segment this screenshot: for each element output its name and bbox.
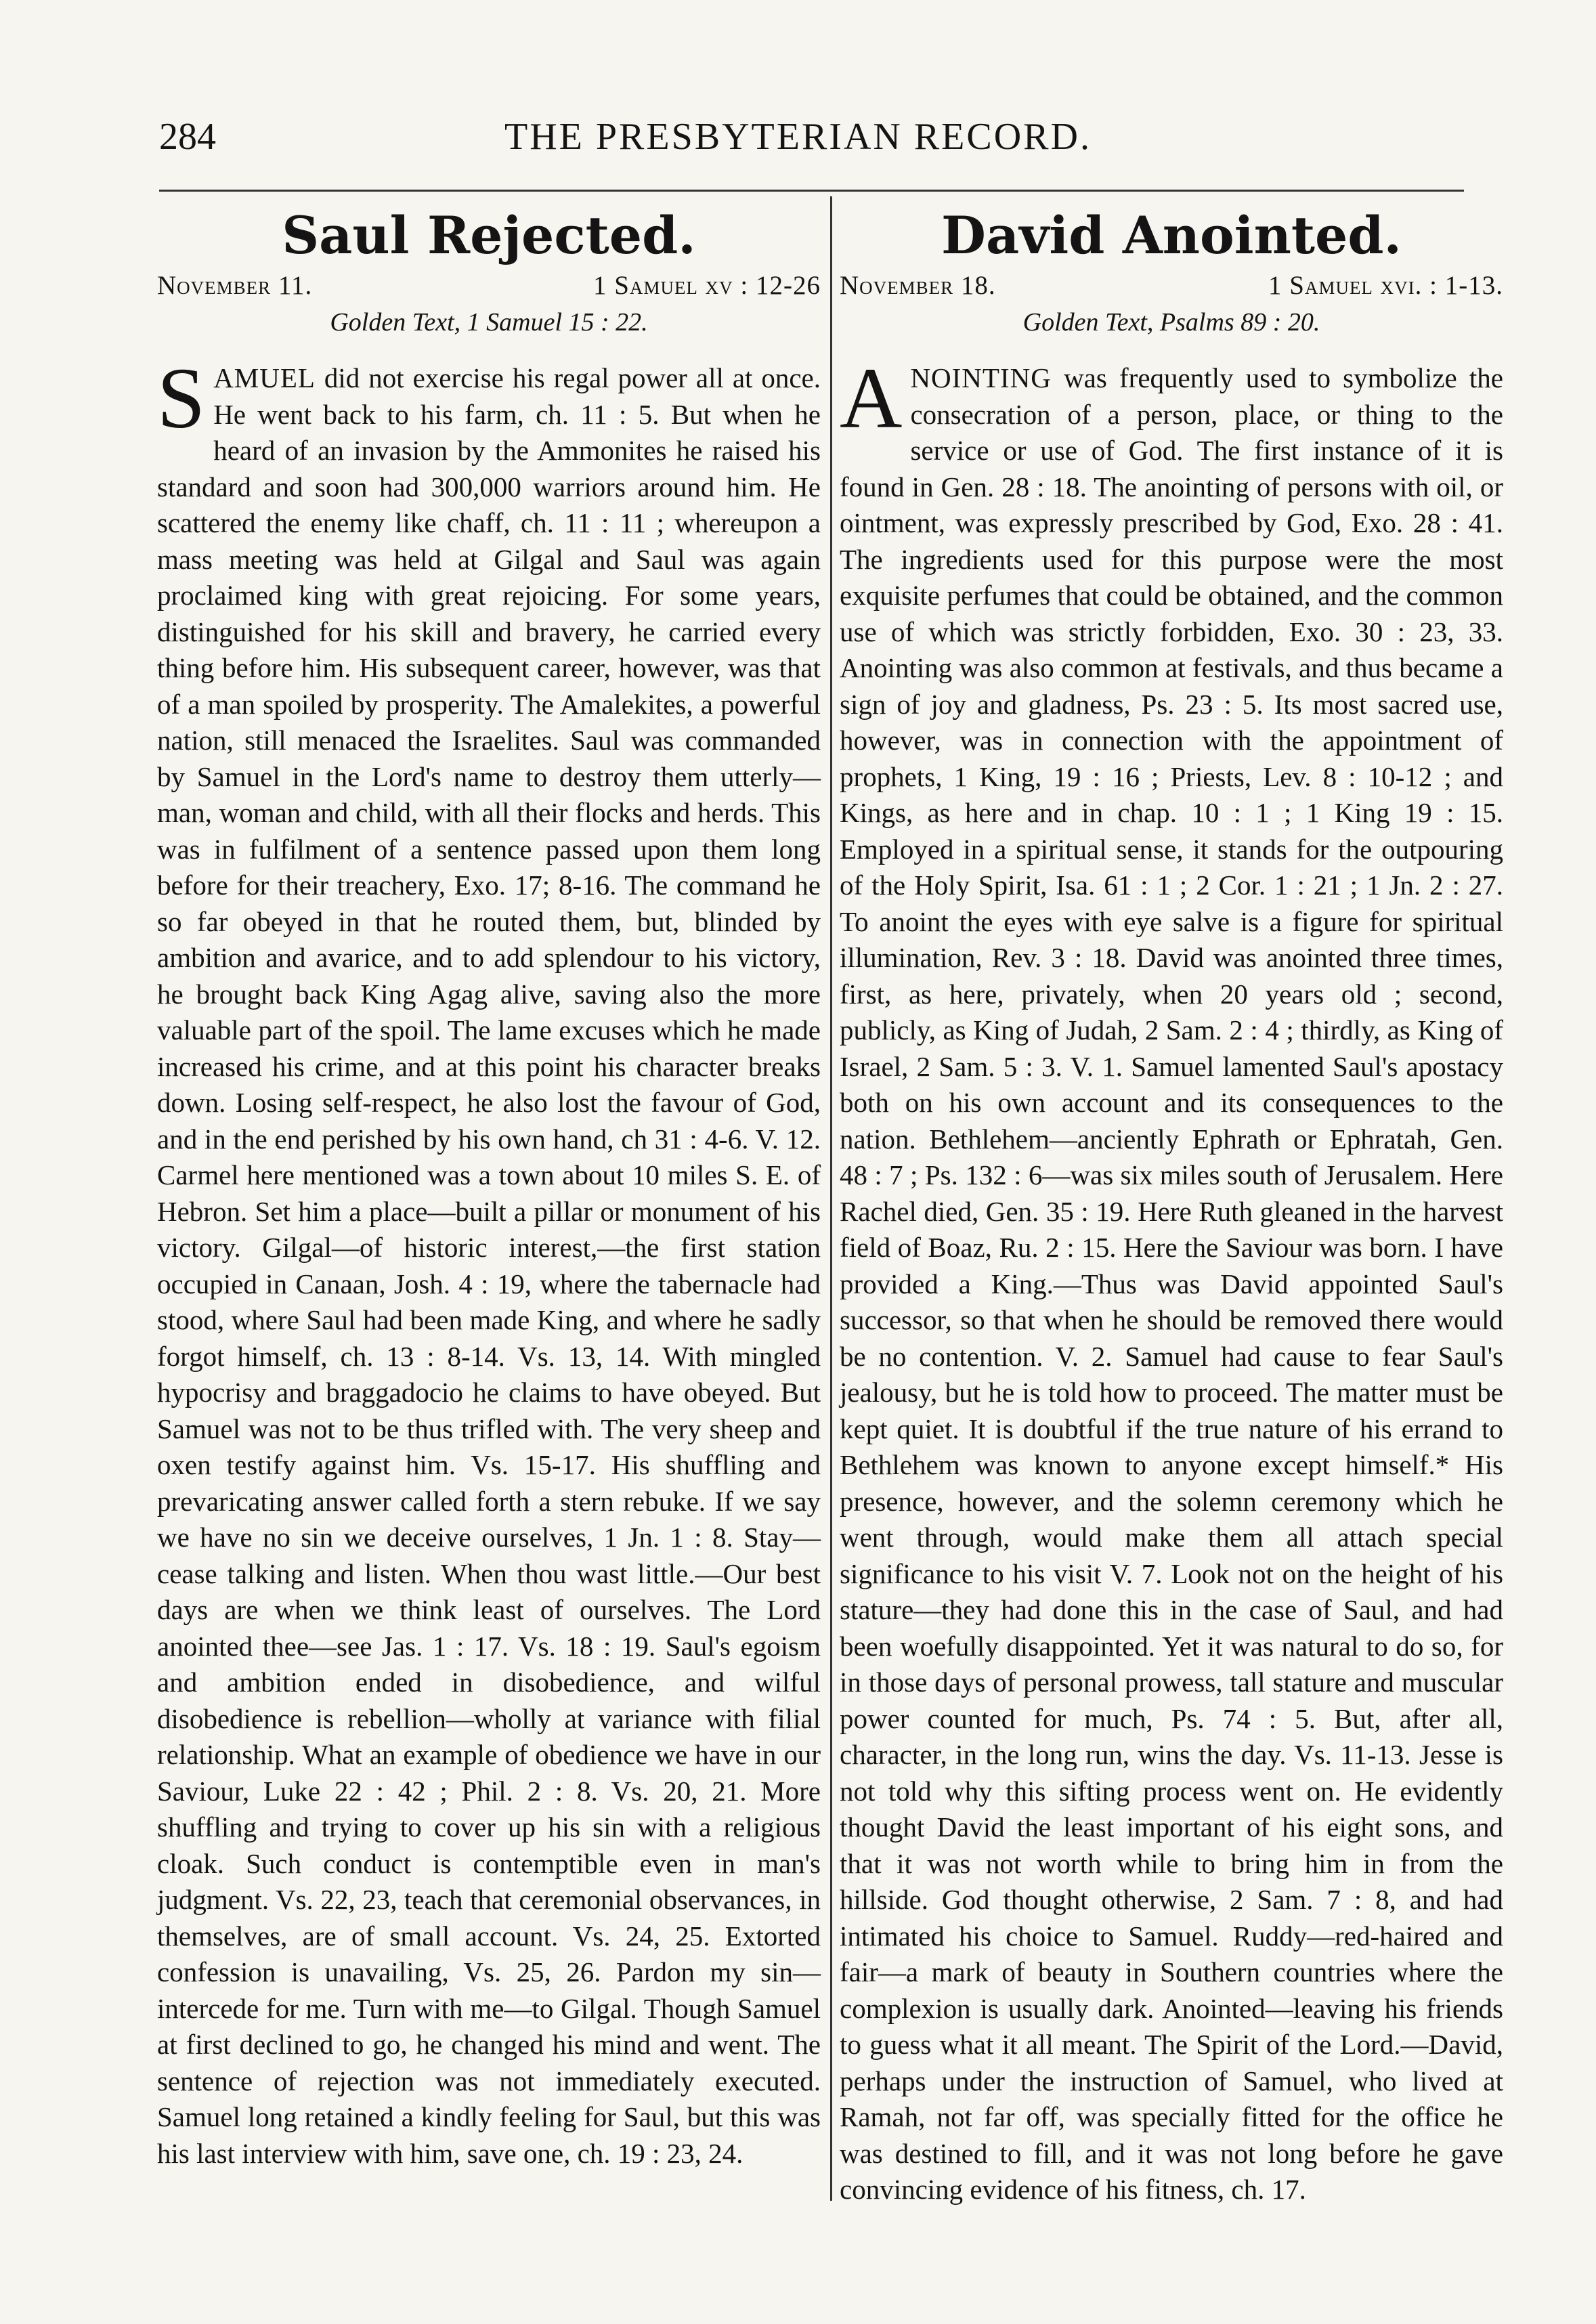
lesson-body: [840, 350, 1504, 2208]
scripture-reference: 1 Samuel xv : 12-26: [593, 271, 821, 300]
lead-word: NOINTING: [910, 362, 1052, 393]
lesson-date: November 11.: [157, 271, 313, 300]
page-number: 284: [159, 116, 216, 158]
lesson-title: Saul Rejected.: [282, 205, 696, 265]
lesson-meta: [840, 268, 1503, 303]
header-rule: [159, 190, 1464, 192]
lead-word: AMUEL: [213, 362, 316, 393]
lesson-column-left: [157, 203, 821, 2172]
golden-text: Golden Text, Psalms 89 : 20.: [1022, 308, 1320, 337]
lesson-column-right: [840, 203, 1503, 2208]
lesson-title: David Anointed.: [941, 205, 1402, 265]
lesson-text: was frequently used to symbolize the consecration of a person, place, or thing to the service or use of God. The first instance of it is found in Gen. 28 : 18. The anointing of persons with oil, or ointment, was expressly prescribed by God, Exo. 28 : 41. The ingredients used for this purpose were the most exquisite perfumes that could be obtained, and the common use of which was strictly forbidden, Exo. 30 : 23, 33. Anointing was also common at festivals, and thus became a sign of joy and gladness, Ps. 23 : 5. Its most sacred use, however, was in connection with the appointment of prophets, 1 King, 19 : 16 ; Priests, Lev. 8 : 10-12 ; and Kings, as here and in chap. 10 : 1 ; 1 King 19 : 15. Employed in a spiritual sense, it stands for the outpouring of the Holy Spirit, Isa. 61 : 1 ; 2 Cor. 1 : 21 ; 1 Jn. 2 : 27. To anoint the eyes with eye salve is a figure for spiritual illumination, Rev. 3 : 18. David was anointed three times, first, as here, privately, when 20 years old ; second, publicly, as King of Judah, 2 Sam. 2 : 4 ; thirdly, as King of Israel, 2 Sam. 5 : 3. V. 1. Samuel lamented Saul's apostacy both on his own account and its consequences to the nation. Bethlehem—anciently Ephrath or Ephratah, Gen. 48 : 7 ; Ps. 132 : 6—was six miles south of Jerusalem. Here Rachel died, Gen. 35 : 19. Here Ruth gleaned in the harvest field of Boaz, Ru. 2 : 15. Here the Saviour was born. I have provided a King.—Thus was David appointed Saul's successor, so that when he should be removed there would be no contention. V. 2. Samuel had cause to fear Saul's jealousy, but he is told how to proceed. The matter must be kept quiet. It is doubtful if the true nature of his errand to Bethlehem was known to anyone except himself.* His presence, however, and the solemn ceremony which he went through, would make them all attach special significance to his visit V. 7. Look not on the height of his stature—they had done this in the case of Saul, and had been woefully disappointed. Yet it was natural to do so, for in those days of personal prowess, tall stature and muscular power counted for much, Ps. 74 : 5. But, after all, character, in the long run, wins the day. Vs. 11-13. Jesse is not told why this sifting process went on. He evidently thought David the least important of his eight sons, and that it was not worth while to bring him in from the hillside. God thought otherwise, 2 Sam. 7 : 8, and had intimated his choice to Samuel. Ruddy—red-haired and fair—a mark of beauty in Southern countries where the complexion is usually dark. Anointed—leaving his friends to guess what it all meant. The Spirit of the Lord.—David, perhaps under the instruction of Samuel, who lived at Ramah, not far off, was specially fitted for the office he was destined to fill, and it was not long before he gave convincing evidence of his fitness, ch. 17.: [840, 362, 1504, 2205]
column-divider: [830, 196, 832, 2201]
drop-cap: S: [157, 350, 206, 446]
lesson-text: did not exercise his regal power all at once. He went back to his farm, ch. 11 : 5. But when he heard of an invasion by the Ammonites he raised his standard and soon had 300,000 warriors around him. He scattered the enemy like chaff, ch. 11 : 11 ; whereupon a mass meeting was held at Gilgal and Saul was again proclaimed king with great rejoicing. For some years, distinguished for his skill and bravery, he carried every thing before him. His subsequent career, however, was that of a man spoiled by prosperity. The Amalekites, a powerful nation, still menaced the Israelites. Saul was commanded by Samuel in the Lord's name to destroy them utterly—man, woman and child, with all their flocks and herds. This was in fulfilment of a sentence passed upon them long before for their treachery, Exo. 17; 8-16. The command he so far obeyed in that he routed them, but, blinded by ambition and avarice, and to add splendour to his victory, he brought back King Agag alive, saving also the more valuable part of the spoil. The lame excuses which he made increased his crime, and at this point his character breaks down. Losing self-respect, he also lost the favour of God, and in the end perished by his own hand, ch 31 : 4-6. V. 12. Carmel here mentioned was a town about 10 miles S. E. of Hebron. Set him a place—built a pillar or monument of his victory. Gilgal—of historic interest,—the first station occupied in Canaan, Josh. 4 : 19, where the tabernacle had stood, where Saul had been made King, and where he sadly forgot himself, ch. 13 : 8-14. Vs. 13, 14. With mingled hypocrisy and braggadocio he claims to have obeyed. But Samuel was not to be thus trifled with. The very sheep and oxen testify against him. Vs. 15-17. His shuffling and prevaricating answer called forth a stern rebuke. If we say we have no sin we deceive ourselves, 1 Jn. 1 : 8. Stay—cease talking and listen. When thou wast little.—Our best days are when we think least of ourselves. The Lord anointed thee—see Jas. 1 : 17. Vs. 18 : 19. Saul's egoism and ambition ended in disobedience, and wilful disobedience is rebellion—wholly at variance with filial relationship. What an example of obedience we have in our Saviour, Luke 22 : 42 ; Phil. 2 : 8. Vs. 20, 21. More shuffling and trying to cover up his sin with a religious cloak. Such conduct is contemptible even in man's judgment. Vs. 22, 23, teach that ceremonial observances, in themselves, are of small account. Vs. 24, 25. Extorted confession is unavailing, Vs. 25, 26. Pardon my sin—intercede for me. Turn with me—to Gilgal. Though Samuel at first declined to go, he changed his mind and went. The sentence of rejection was not immediately executed. Samuel long retained a kindly feeling for Saul, but this was his last interview with him, save one, ch. 19 : 23, 24.: [157, 362, 821, 2169]
scripture-reference: 1 Samuel xvi. : 1-13.: [1268, 271, 1503, 300]
journal-title: THE PRESBYTERIAN RECORD.: [504, 116, 1092, 158]
running-head: [0, 115, 1596, 176]
drop-cap: A: [840, 350, 903, 446]
lesson-body: [157, 350, 821, 2172]
lesson-meta: [157, 268, 821, 303]
golden-text: Golden Text, 1 Samuel 15 : 22.: [330, 308, 648, 337]
lesson-date: November 18.: [840, 271, 996, 300]
